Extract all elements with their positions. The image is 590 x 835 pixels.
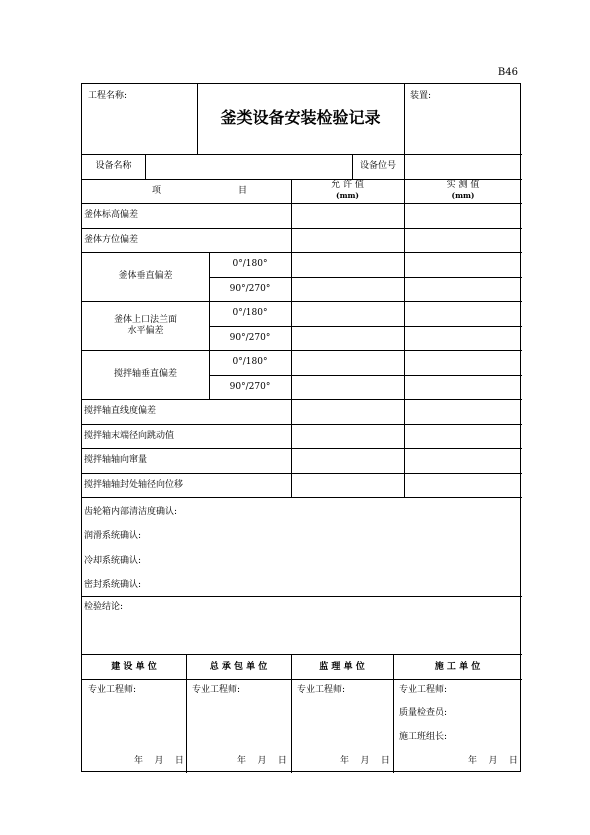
date-label: 年 月 日	[468, 756, 518, 766]
allowed-unit: (mm)	[336, 191, 359, 200]
project-name-label: 工程名称:	[88, 91, 128, 101]
grid-line	[291, 179, 292, 497]
grid-line	[82, 350, 522, 351]
grid-line	[82, 424, 522, 425]
angle-label: 90°/270°	[229, 333, 271, 343]
engineer-label: 专业工程师:	[192, 685, 241, 695]
grid-line	[82, 154, 522, 155]
row-label: 搅拌轴轴封处轴径向位移	[84, 480, 184, 490]
gearbox-confirm-label: 齿轮箱内部清洁度确认:	[84, 507, 178, 517]
team-leader-label: 施工班组长:	[399, 732, 448, 742]
form-code: B46	[497, 67, 518, 78]
row-group-label: 搅拌轴垂直偏差	[113, 369, 177, 379]
grid-line	[209, 252, 210, 399]
allowed-value-header: 允 许 值	[331, 180, 364, 190]
supervisor-unit-header: 监 理 单 位	[319, 662, 365, 672]
grid-line	[145, 154, 146, 179]
owner-unit-header: 建 设 单 位	[111, 662, 157, 672]
date-label: 年 月 日	[237, 756, 287, 766]
measured-unit: (mm)	[451, 191, 475, 200]
grid-line	[404, 179, 405, 497]
equipment-name-label: 设备名称	[95, 161, 132, 171]
date-label: 年 月 日	[340, 756, 390, 766]
construction-unit-header: 施 工 单 位	[434, 662, 481, 672]
row-group-label: 釜体上口法兰面	[113, 315, 177, 325]
row-label: 搅拌轴轴向窜量	[84, 455, 148, 465]
sealing-confirm-label: 密封系统确认:	[84, 580, 142, 590]
item-header-right: 目	[238, 186, 248, 196]
angle-label: 0°/180°	[232, 308, 268, 318]
page-title: 釜类设备安装检验记录	[220, 108, 381, 127]
grid-line	[82, 596, 522, 597]
item-header-left: 项	[152, 186, 162, 196]
row-label: 釜体标高偏差	[84, 210, 139, 220]
angle-label: 0°/180°	[232, 357, 268, 367]
grid-line	[82, 301, 522, 302]
grid-line	[82, 448, 522, 449]
lubrication-confirm-label: 润滑系统确认:	[84, 531, 142, 541]
angle-label: 90°/270°	[229, 284, 271, 294]
inspection-form	[81, 83, 521, 772]
grid-line	[209, 375, 522, 376]
grid-line	[82, 203, 522, 204]
engineer-label: 专业工程师:	[399, 685, 448, 695]
date-label: 年 月 日	[134, 756, 184, 766]
grid-line	[82, 679, 522, 680]
row-group-label: 水平偏差	[127, 326, 164, 336]
grid-line	[82, 228, 522, 229]
unit-label: 装置:	[410, 91, 432, 101]
row-label: 釜体方位偏差	[84, 235, 139, 245]
angle-label: 90°/270°	[229, 382, 271, 392]
row-label: 搅拌轴直线度偏差	[84, 406, 157, 416]
quality-inspector-label: 质量检查员:	[399, 708, 448, 718]
conclusion-label: 检验结论:	[84, 602, 124, 612]
cooling-confirm-label: 冷却系统确认:	[84, 556, 142, 566]
angle-label: 0°/180°	[232, 259, 268, 269]
row-group-label: 釜体垂直偏差	[118, 271, 173, 281]
grid-line	[209, 326, 522, 327]
grid-line	[82, 654, 522, 655]
grid-line	[82, 252, 522, 253]
engineer-label: 专业工程师:	[297, 685, 346, 695]
measured-value-header: 实 测 值	[446, 180, 480, 190]
row-label: 搅拌轴末端径向跳动值	[84, 431, 175, 441]
grid-line	[82, 497, 522, 498]
equipment-no-label: 设备位号	[359, 161, 396, 171]
engineer-label: 专业工程师:	[88, 685, 137, 695]
grid-line	[82, 473, 522, 474]
grid-line	[82, 399, 522, 400]
grid-line	[404, 84, 405, 179]
general-contractor-header: 总 承 包 单 位	[209, 662, 268, 672]
grid-line	[209, 277, 522, 278]
